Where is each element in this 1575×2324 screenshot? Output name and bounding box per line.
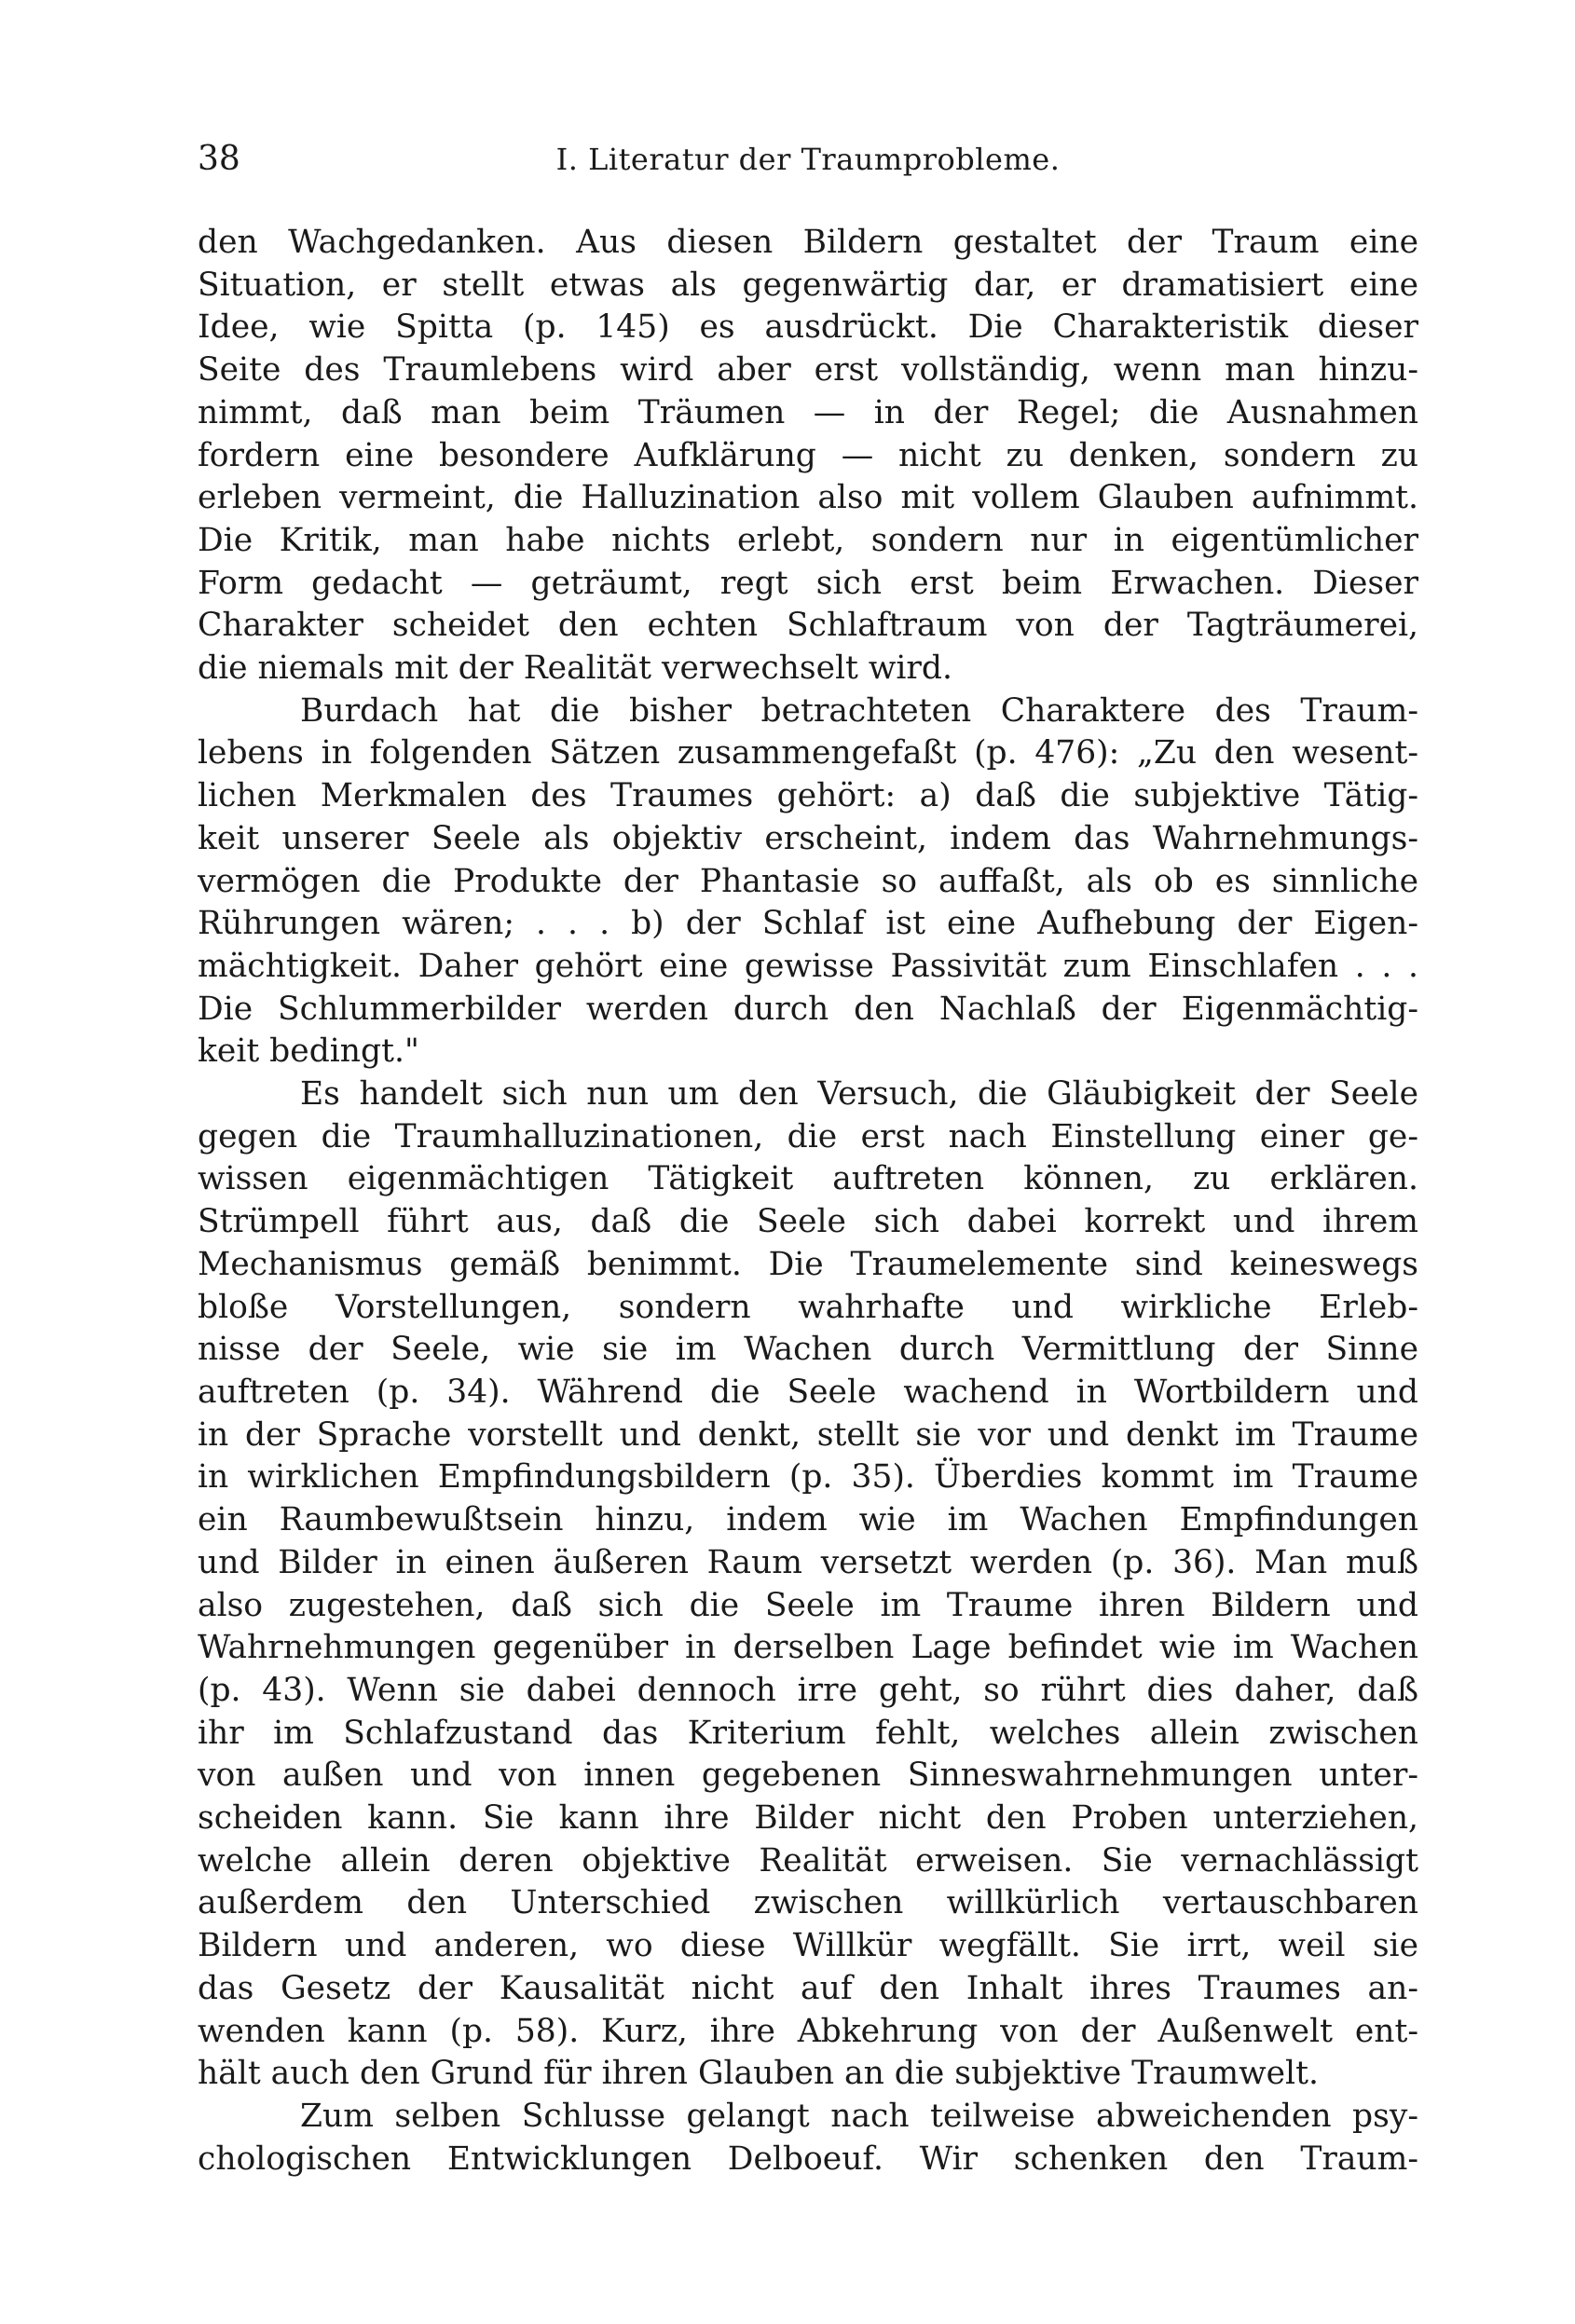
text-line: die niemals mit der Realität verwechselt wird. xyxy=(198,649,952,688)
text-line: Seite des Traumlebens wird aber erst vollständig, wenn man hinzu- xyxy=(198,351,1418,390)
text-line: Zum selben Schlusse gelangt nach teilweise abweichenden psy- xyxy=(300,2097,1418,2135)
text-line: mächtigkeit. Daher gehört eine gewisse Passivität zum Einschlafen . . . xyxy=(198,947,1418,985)
text-line: ein Raumbewußtsein hinzu, indem wie im Wachen Empfindungen xyxy=(198,1501,1418,1539)
text-line: keit bedingt." xyxy=(198,1032,419,1071)
text-line: auftreten (p. 34). Während die Seele wachend in Wortbildern und xyxy=(198,1373,1418,1411)
paragraph-4 xyxy=(198,2096,1418,2180)
text-line: Wahrnehmungen gegenüber in derselben Lage befindet wie im Wachen xyxy=(198,1629,1418,1667)
text-line: hält auch den Grund für ihren Glauben an die subjektive Traumwelt. xyxy=(198,2055,1319,2093)
text-line: und Bilder in einen äußeren Raum versetzt werden (p. 36). Man muß xyxy=(198,1543,1418,1581)
text-line: von außen und von innen gegebenen Sinneswahrnehmungen unter- xyxy=(198,1757,1418,1795)
text-line: Rührungen wären; . . . b) der Schlaf ist eine Aufhebung der Eigen- xyxy=(198,905,1418,943)
text-line: lichen Merkmalen des Traumes gehört: a) daß die subjektive Tätig- xyxy=(198,777,1418,815)
text-line: fordern eine besondere Aufklärung — nicht zu denken, sondern zu xyxy=(198,436,1418,474)
text-line: Situation, er stellt etwas als gegenwärtig dar, er dramatisiert eine xyxy=(198,266,1418,304)
paragraph-1 xyxy=(198,222,1418,690)
paragraph-3 xyxy=(198,1073,1418,2096)
text-line: chologischen Entwicklungen Delboeuf. Wir schenken den Traum- xyxy=(198,2139,1418,2178)
text-line: Bildern und anderen, wo diese Willkür wegfällt. Sie irrt, weil sie xyxy=(198,1927,1418,1965)
text-line: welche allein deren objektive Realität erweisen. Sie vernachlässigt xyxy=(198,1841,1418,1880)
text-line: bloße Vorstellungen, sondern wahrhafte und wirkliche Erleb- xyxy=(198,1288,1418,1326)
text-line: keit unserer Seele als objektiv erscheint, indem das Wahrnehmungs- xyxy=(198,819,1418,857)
text-line: Charakter scheidet den echten Schlaftraum von der Tagträumerei, xyxy=(198,607,1418,645)
text-line: Form gedacht — geträumt, regt sich erst beim Erwachen. Dieser xyxy=(198,564,1418,602)
text-line: wenden kann (p. 58). Kurz, ihre Abkehrung von der Außenwelt ent- xyxy=(198,2012,1418,2050)
running-title: I. Literatur der Traumprobleme. xyxy=(555,142,1061,177)
text-line: in der Sprache vorstellt und denkt, stellt sie vor und denkt im Traume xyxy=(198,1415,1418,1454)
text-line: scheiden kann. Sie kann ihre Bilder nicht den Proben unterziehen, xyxy=(198,1799,1418,1838)
text-line: außerdem den Unterschied zwischen willkürlich vertauschbaren xyxy=(198,1884,1418,1922)
text-line: in wirklichen Empfindungsbildern (p. 35). Überdies kommt im Traume xyxy=(198,1458,1418,1497)
text-line: erleben vermeint, die Halluzination also mit vollem Glauben aufnimmt. xyxy=(198,479,1418,517)
text-line: lebens in folgenden Sätzen zusammengefaßt (p. 476): „Zu den wesent- xyxy=(198,734,1418,772)
text-line: nisse der Seele, wie sie im Wachen durch Vermittlung der Sinne xyxy=(198,1331,1418,1369)
text-line: Die Kritik, man habe nichts erlebt, sondern nur in eigentümlicher xyxy=(198,521,1418,559)
text-line: den Wachgedanken. Aus diesen Bildern gestaltet der Traum eine xyxy=(198,224,1418,261)
text-line: gegen die Traumhalluzinationen, die erst nach Einstellung einer ge- xyxy=(198,1117,1418,1155)
text-line: nimmt, daß man beim Träumen — in der Regel; die Ausnahmen xyxy=(198,393,1418,431)
text-line: Burdach hat die bisher betrachteten Charaktere des Traum- xyxy=(300,691,1418,730)
text-line: ihr im Schlafzustand das Kriterium fehlt, welches allein zwischen xyxy=(198,1714,1418,1752)
text-line: Mechanismus gemäß benimmt. Die Traumelemente sind keineswegs xyxy=(198,1245,1418,1283)
text-line: Die Schlummerbilder werden durch den Nachlaß der Eigenmächtig- xyxy=(198,990,1418,1028)
body-text xyxy=(198,222,1418,2180)
text-line: Strümpell führt aus, daß die Seele sich dabei korrekt und ihrem xyxy=(198,1203,1418,1241)
paragraph-2 xyxy=(198,690,1418,1073)
text-line: das Gesetz der Kausalität nicht auf den Inhalt ihres Traumes an- xyxy=(198,1969,1418,2007)
text-line: wissen eigenmächtigen Tätigkeit auftreten können, zu erklären. xyxy=(198,1160,1418,1198)
text-line: vermögen die Produkte der Phantasie so auffaßt, als ob es sinnliche xyxy=(198,862,1418,900)
text-line: Idee, wie Spitta (p. 145) es ausdrückt. Die Charakteristik dieser xyxy=(198,308,1418,347)
page-number: 38 xyxy=(198,140,240,178)
text-line: also zugestehen, daß sich die Seele im Traume ihren Bildern und xyxy=(198,1586,1418,1624)
page-header xyxy=(198,140,1418,186)
text-line: (p. 43). Wenn sie dabei dennoch irre geht, so rührt dies daher, daß xyxy=(198,1671,1418,1709)
text-line: Es handelt sich nun um den Versuch, die Gläubigkeit der Seele xyxy=(300,1075,1418,1114)
